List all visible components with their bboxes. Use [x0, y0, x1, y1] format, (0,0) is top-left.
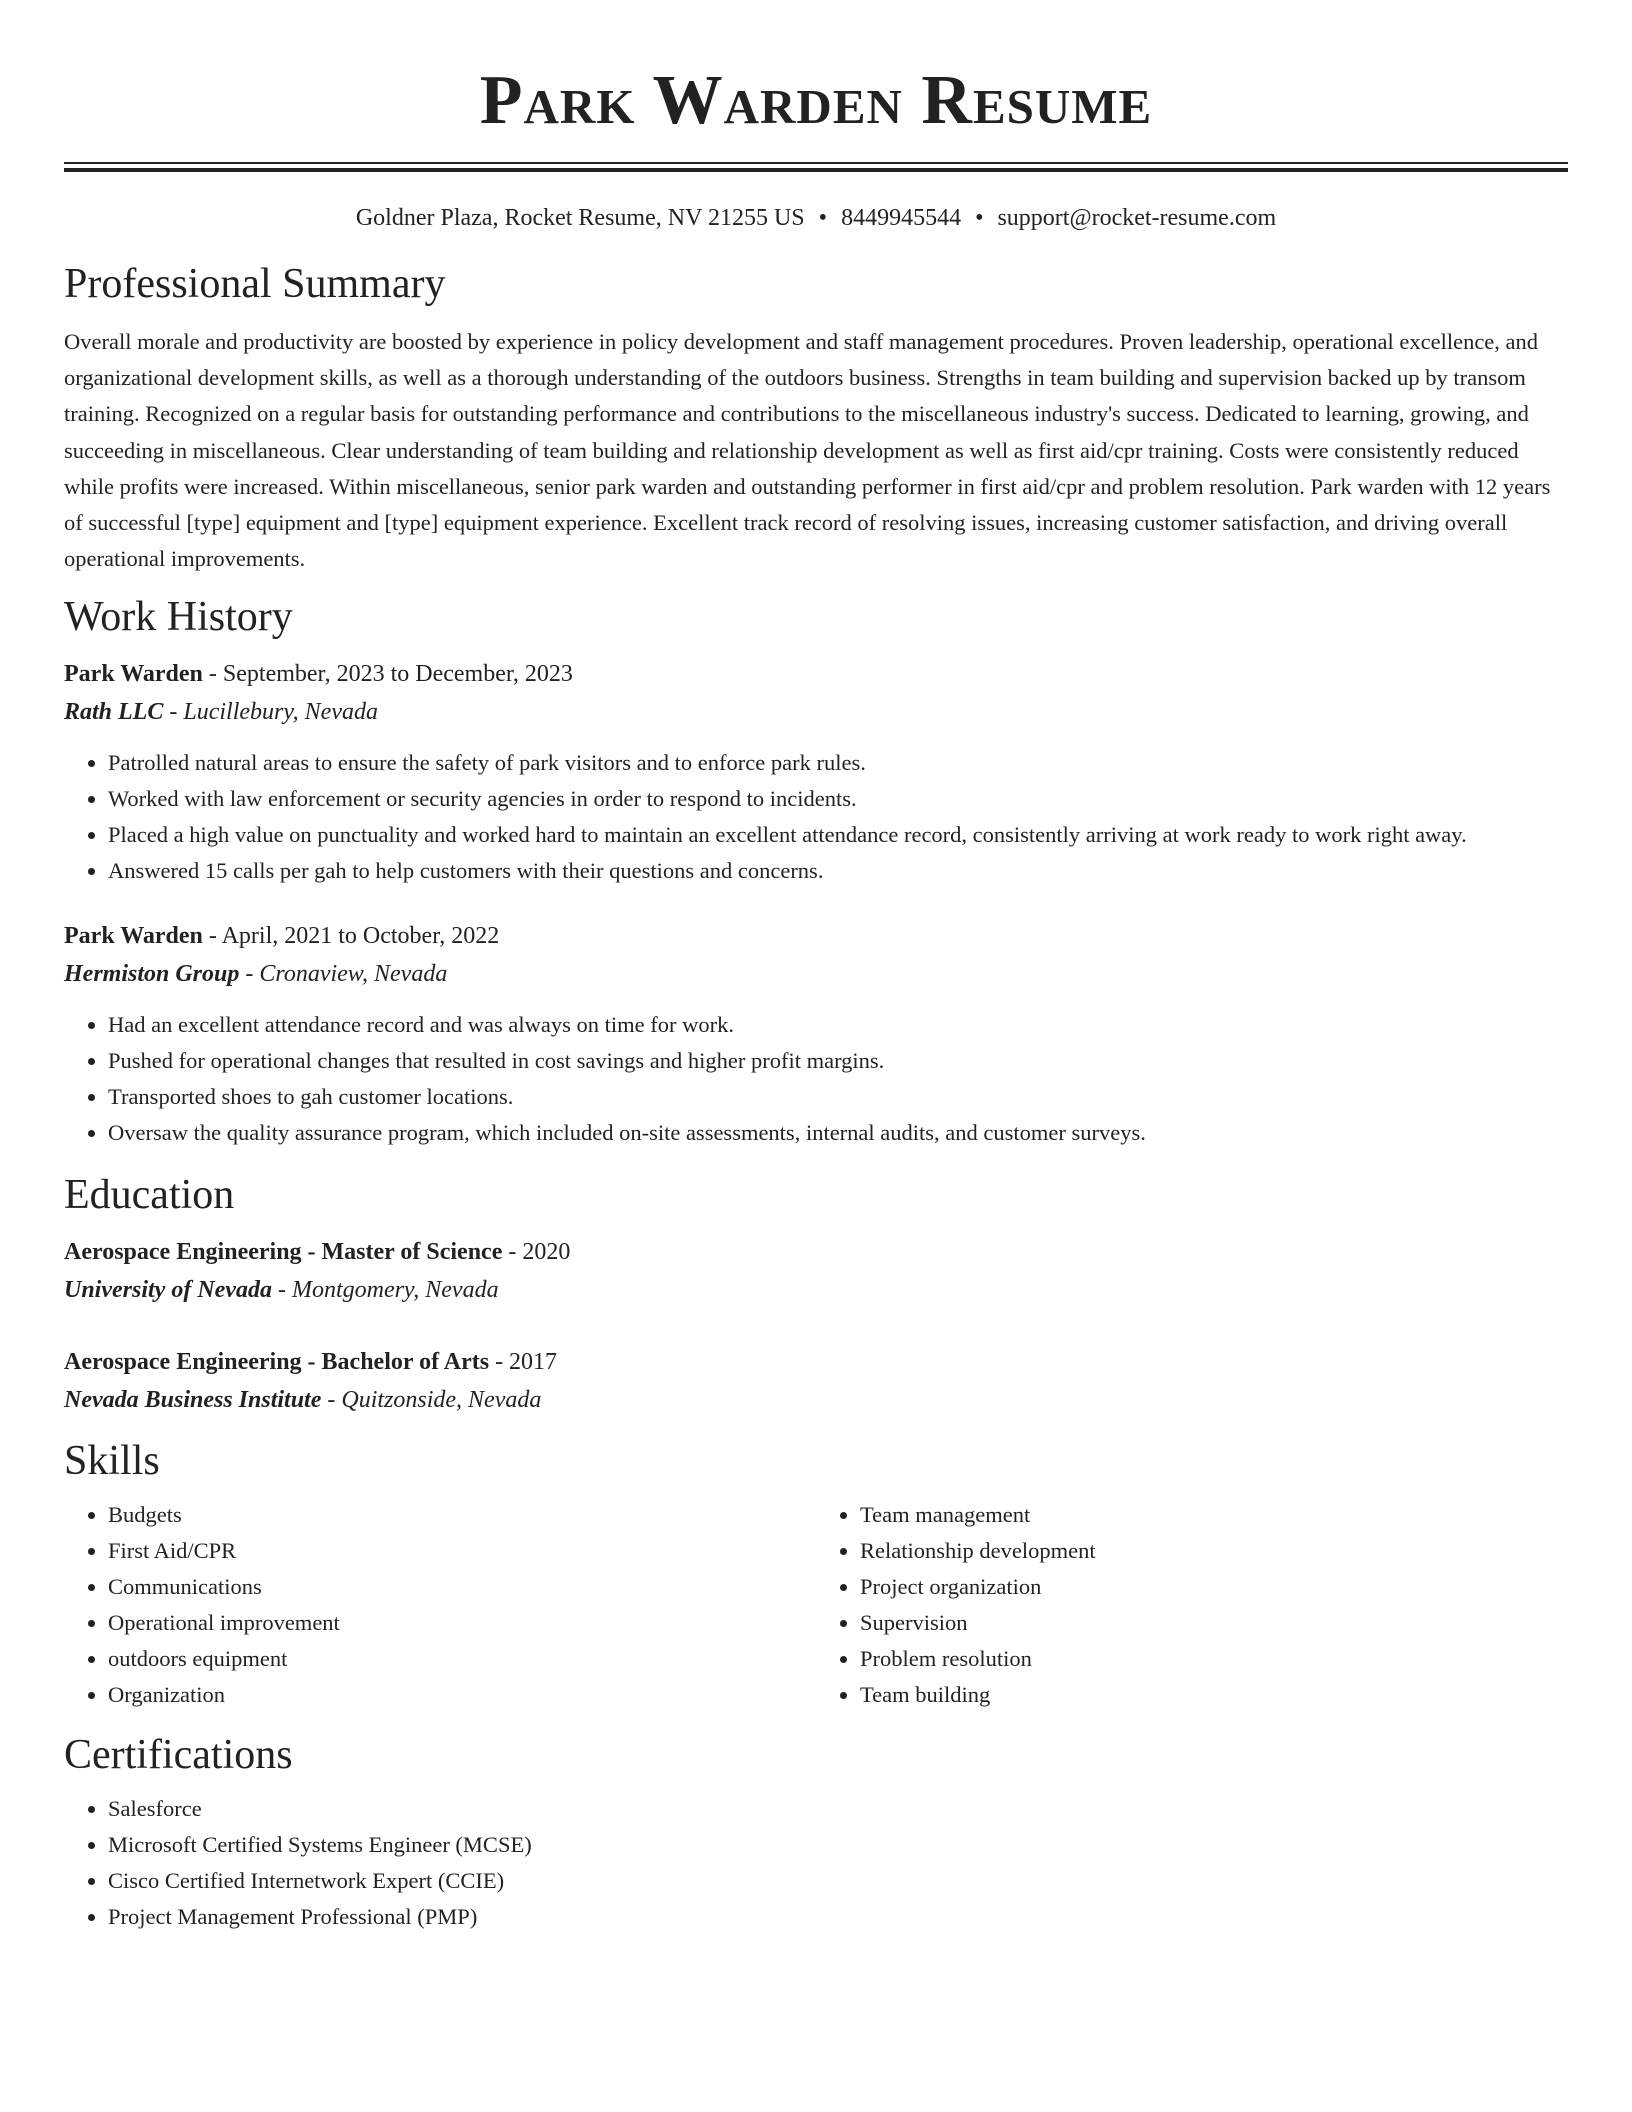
education-entry: [64, 1233, 1568, 1309]
list-item: • Pushed for operational changes that resulted in cost savings and higher profit margins.: [108, 1043, 1568, 1079]
contact-separator: •: [818, 205, 828, 231]
list-item: • Oversaw the quality assurance program, which included on-site assessments, internal audits, and customer surveys.: [108, 1115, 1568, 1151]
contact-email: support@rocket-resume.com: [997, 205, 1277, 231]
list-item: • Worked with law enforcement or security agencies in order to respond to incidents.: [108, 781, 1568, 817]
job-bullets: [64, 1007, 1568, 1151]
job-bullets: [64, 745, 1568, 889]
job-title-line: [64, 917, 1568, 955]
education-degree: Aerospace Engineering - Master of Science: [64, 1239, 503, 1266]
job-dates: - September, 2023 to December, 2023: [202, 661, 573, 688]
skill-item: • Project organization: [860, 1569, 1568, 1605]
job-title: Park Warden: [64, 661, 203, 688]
certification-item: • Project Management Professional (PMP): [108, 1899, 1568, 1935]
education-school: University of Nevada: [64, 1277, 272, 1304]
list-item: • Placed a high value on punctuality and worked hard to maintain an excellent attendance record, consistently arriving at work ready to work right away.: [108, 817, 1568, 853]
skill-item: • Problem resolution: [860, 1641, 1568, 1677]
certification-item: • Microsoft Certified Systems Engineer (MCSE): [108, 1827, 1568, 1863]
job-location: - Lucillebury, Nevada: [163, 699, 378, 726]
job-entry: [64, 917, 1568, 1151]
skills-grid: [64, 1497, 1568, 1713]
job-company: Rath LLC: [64, 699, 164, 726]
contact-phone: 8449945544: [841, 205, 962, 231]
education-location: - Montgomery, Nevada: [271, 1277, 499, 1304]
education-school: Nevada Business Institute: [64, 1387, 322, 1414]
job-title-line: [64, 655, 1568, 693]
job-dates: - April, 2021 to October, 2022: [202, 923, 500, 950]
education-entry: [64, 1343, 1568, 1419]
education-year: - 2017: [489, 1349, 558, 1376]
contact-line: [64, 202, 1568, 234]
job-title: Park Warden: [64, 923, 203, 950]
skills-list-right: [816, 1497, 1568, 1713]
list-item: • Answered 15 calls per gah to help customers with their questions and concerns.: [108, 853, 1568, 889]
title-divider: [64, 162, 1568, 172]
certification-item: • Salesforce: [108, 1791, 1568, 1827]
skills-heading: Skills: [64, 1438, 160, 1485]
education-degree: Aerospace Engineering - Bachelor of Arts: [64, 1349, 490, 1376]
skill-item: • Team building: [860, 1677, 1568, 1713]
job-entry: [64, 655, 1568, 889]
job-company-line: [64, 693, 1568, 731]
list-item: • Transported shoes to gah customer locations.: [108, 1079, 1568, 1115]
education-school-line: [64, 1381, 1568, 1419]
skill-item: • Team management: [860, 1497, 1568, 1533]
contact-separator: •: [975, 205, 984, 231]
list-item: • Patrolled natural areas to ensure the safety of park visitors and to enforce park rules.: [108, 745, 1568, 781]
skill-item: • Operational improvement: [108, 1605, 816, 1641]
skill-item: • Communications: [108, 1569, 816, 1605]
summary-text: Overall morale and productivity are boosted by experience in policy development and staff management procedures. Proven leadership, operational excellence, and organizational development skills, as well as a thorough understanding of the outdoors business. Strengths in team building and supervision backed up by transom training. Recognized on a regular basis for outstanding performance and contributions to the miscellaneous industry's success. Dedicated to learning, growing, and succeeding in miscellaneous. Clear understanding of team building and relationship development as well as first aid/cpr training. Costs were consistently reduced while profits were increased. Within miscellaneous, senior park warden and outstanding performer in first aid/cpr and problem resolution. Park warden with 12 years of successful [type] equipment and [type] equipment experience. Excellent track record of resolving issues, increasing customer satisfaction, and driving overall operational improvements.: [64, 329, 1551, 572]
skill-item: • First Aid/CPR: [108, 1533, 816, 1569]
job-company-line: [64, 955, 1568, 993]
list-item: • Had an excellent attendance record and was always on time for work.: [108, 1007, 1568, 1043]
education-heading: Education: [64, 1172, 235, 1219]
certifications-list: [64, 1791, 1568, 1935]
job-location: - Cronaview, Nevada: [239, 961, 448, 988]
summary-heading: Professional Summary: [64, 261, 446, 307]
work-history-heading: Work History: [64, 594, 293, 641]
education-degree-line: [64, 1343, 1568, 1381]
skill-item: • Budgets: [108, 1497, 816, 1533]
skill-item: • Supervision: [860, 1605, 1568, 1641]
skill-item: • outdoors equipment: [108, 1641, 816, 1677]
job-company: Hermiston Group: [64, 961, 240, 988]
certification-item: • Cisco Certified Internetwork Expert (CCIE): [108, 1863, 1568, 1899]
education-year: - 2020: [502, 1239, 571, 1266]
education-location: - Quitzonside, Nevada: [321, 1387, 542, 1414]
contact-address: Goldner Plaza, Rocket Resume, NV 21255 US: [355, 205, 805, 231]
skill-item: • Relationship development: [860, 1533, 1568, 1569]
education-school-line: [64, 1271, 1568, 1309]
certifications-heading: Certifications: [64, 1732, 293, 1779]
education-degree-line: [64, 1233, 1568, 1271]
skill-item: • Organization: [108, 1677, 816, 1713]
skills-list-left: [64, 1497, 816, 1713]
page-title: Park Warden Resume: [479, 62, 1153, 139]
